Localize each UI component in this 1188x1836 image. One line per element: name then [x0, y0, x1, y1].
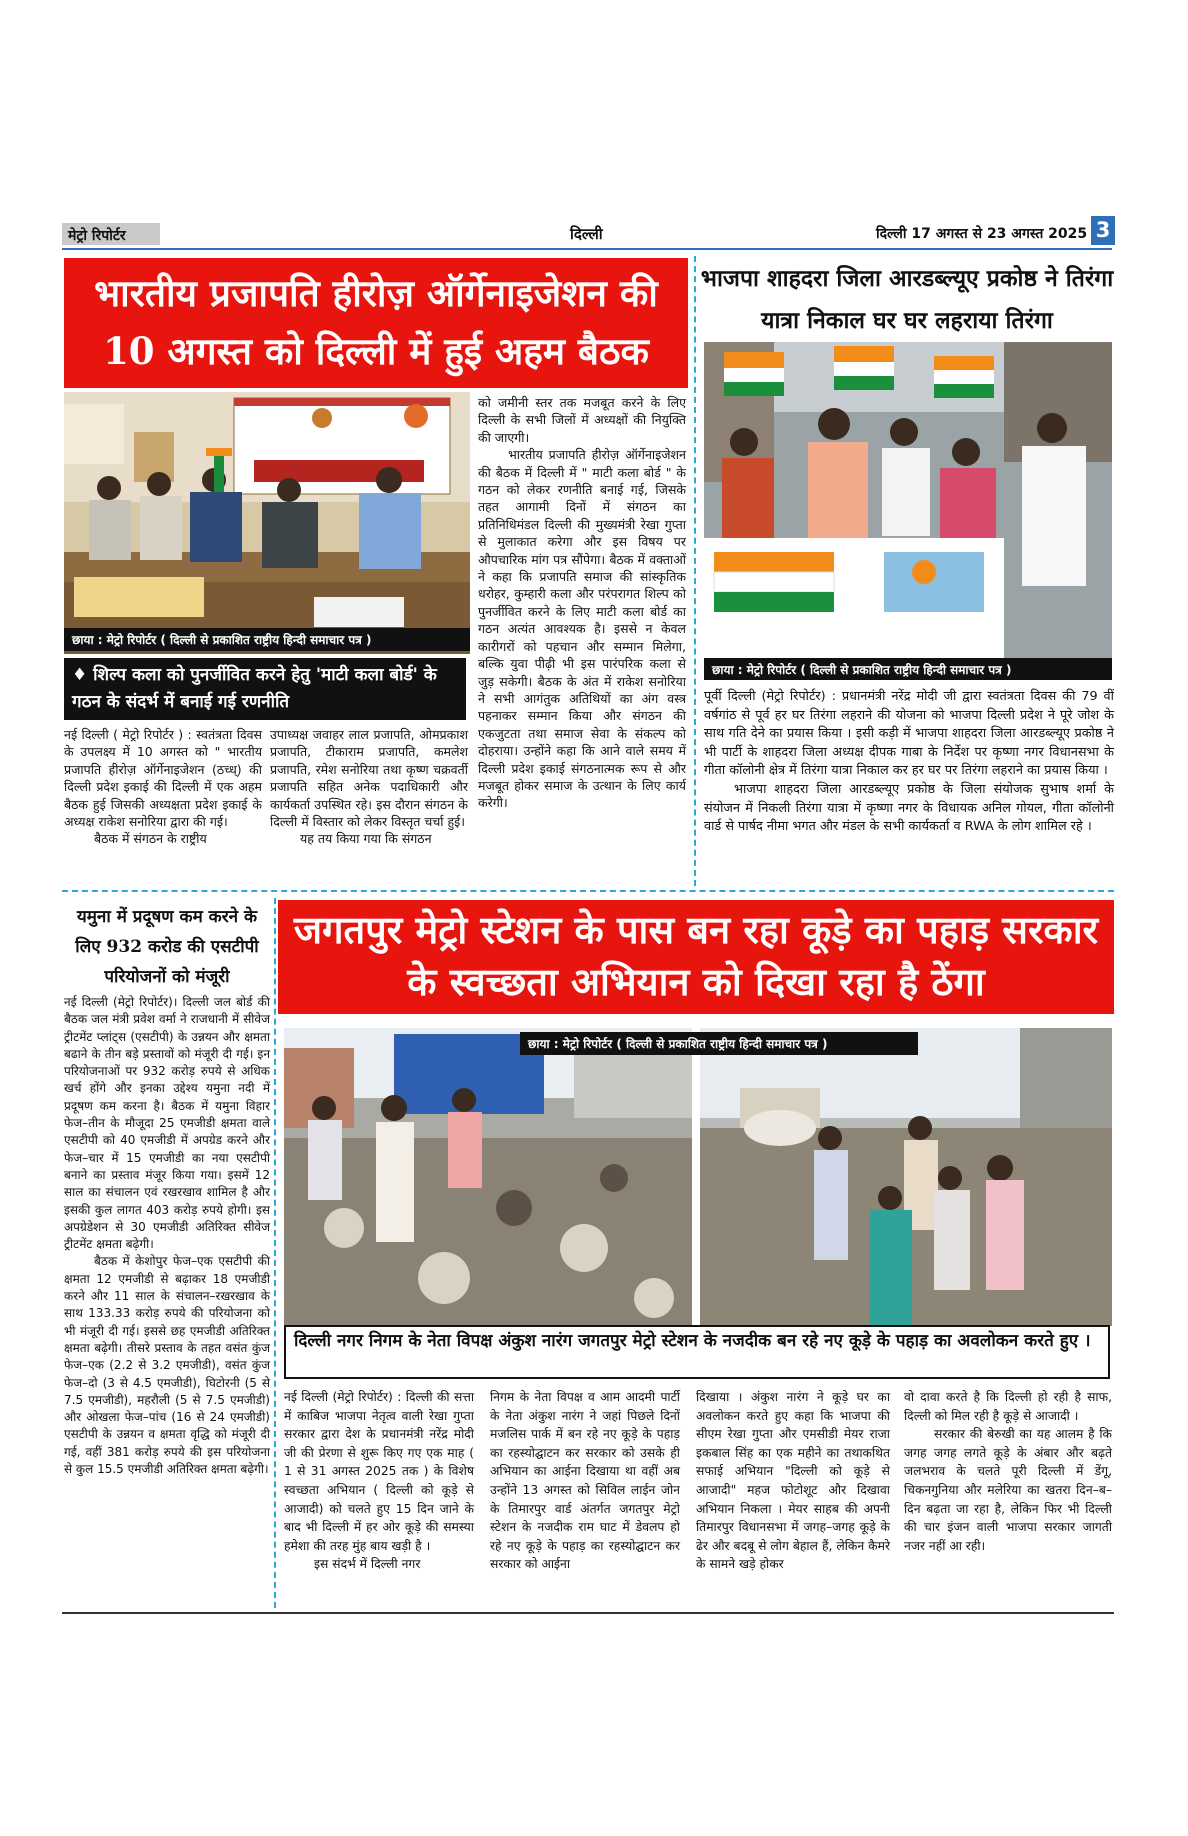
- issue-date: दिल्ली 17 अगस्त से 23 अगस्त 2025: [876, 226, 1088, 242]
- photo-caption: छाया : मेट्रो रिपोर्टर ( दिल्ली से प्रकाशित राष्ट्रीय हिन्दी समाचार पत्र ): [520, 1032, 918, 1055]
- meeting-photo: [64, 392, 470, 654]
- story4-photo-caption: दिल्ली नगर निगम के नेता विपक्ष अंकुश नारंग जगतपुर मेट्रो स्टेशन के नजदीक बन रहे नए कूड़े के पहाड़ का अवलोकन करते हुए ।: [284, 1325, 1110, 1379]
- story2-para-1: पूर्वी दिल्ली (मेट्रो रिपोर्टर) : प्रधानमंत्री नरेंद्र मोदी जी द्वारा स्वतंत्रता दिवस की 79 वीं वर्षगांठ से पूर्व हर घर तिरंगा लहराने की योजना को भाजपा दिल्ली प्रदेश ने पूरे जोश के साथ गति देने का प्रयास किया । इसी कड़ी में भाजपा शाहदरा जिला आरडब्ल्यूए प्रकोष्ठ ने भी पार्टी के शाहदरा जिला अध्यक्ष दीपक गाबा के निर्देश पर कृष्णा नगर विधानसभा के गीता कॉलोनी क्षेत्र में तिरंगा यात्रा निकाल कर हर घर पर तिरंगा लहराने का प्रयास किया ।: [704, 689, 1114, 779]
- story1-column-2: [270, 726, 468, 848]
- story4-col1-cont: इस संदर्भ में दिल्ली नगर: [314, 1557, 421, 1572]
- story4-col3-text: दिखाया । अंकुश नारंग ने कूड़े घर का अवलोकन करते हुए कहा कि भाजपा की सीएम रेखा गुप्ता और एमसीडी मेयर राजा इकबाल सिंह का एक महीने का तथाकथित सफाई अभियान "दिल्ली को कूड़े से आजादी" महज फोटोशूट और दिखावा अभियान निकला । मेयर साहब की अपनी तिमारपुर विधानसभा में जगह–जगह कूड़े के ढेर और बदबू से लोग बेहाल हैं, लेकिन कैमरे के सामने खड़े होकर: [696, 1390, 890, 1572]
- story4-col2-text: निगम के नेता विपक्ष व आम आदमी पार्टी के नेता अंकुश नारंग ने जहां पिछले दिनों मजलिस पार्क में बन रहे नए कूड़े के पहाड़ का रहस्योद्घाटन कर सरकार को उसके ही अभियान का आईना दिखाया था वहीं अब उन्होंने 13 अगस्त को सिविल लाईन जोन के तिमारपुर वार्ड अंतर्गत जगतपुर मेट्रो स्टेशन के नजदीक राम घाट में डेवलप हो रहे नए कूड़े के पहाड़ का रहस्योद्घाटन कर सरकार को आईना: [490, 1390, 680, 1572]
- story3-para-2: बैठक में केशोपुर फेज–एक एसटीपी की क्षमता 12 एमजीडी से बढ़ाकर 18 एमजीडी करने और 11 साल के संचालन–रखरखाव के साथ 133.33 करोड़ रुपये की परियोजना को भी मंजूरी दी गई। इससे छह एमजीडी अतिरिक्त क्षमता बढ़ेगी। तीसरे प्रस्ताव के तहत वसंत कुंज फेज–एक (2.2 से 3.2 एमजीडी), वसंत कुंज फेज–दो (3 से 4.5 एमजीडी), घिटोरनी (5 से 7.5 एमजीडी), महरौली (5 से 7.5 एमजीडी) और ओखला फेज–पांच (16 से 24 एमजीडी) एसटीपी के उन्नयन व क्षमता वृद्धि को मंजूरी दी गई, वहीं 381 करोड़ रुपये की इस परियोजना से कुल 15.5 एमजीडी अतिरिक्त क्षमता बढ़ेगी।: [64, 1254, 270, 1477]
- story4-headline: जगतपुर मेट्रो स्टेशन के पास बन रहा कूड़े का पहाड़ सरकार के स्वच्छता अभियान को दिखा रहा है ठेंगा: [278, 900, 1114, 1014]
- garbage-photo-left: [284, 1028, 692, 1326]
- tiranga-yatra-photo: [704, 342, 1112, 680]
- column-divider: [274, 898, 276, 1608]
- story2-body: [704, 688, 1114, 837]
- story1-column-3: [478, 394, 686, 812]
- story1-kicker: ♦ शिल्प कला को पुनर्जीवित करने हेतु 'माटी कला बोर्ड' के गठन के संदर्भ में बनाई गई रणनीति: [64, 658, 466, 720]
- story1-col2-cont: यह तय किया गया कि संगठन: [300, 831, 432, 847]
- story4-column-4: [904, 1388, 1112, 1555]
- story4-column-1: [284, 1388, 474, 1574]
- story2-headline: भाजपा शाहदरा जिला आरडब्ल्यूए प्रकोष्ठ ने तिरंगा यात्रा निकाल घर घर लहराया तिरंगा: [700, 265, 1114, 334]
- section-name: दिल्ली: [570, 225, 603, 243]
- story1-col3-text: को जमीनी स्तर तक मजबूत करने के लिए दिल्ली के सभी जिलों में अध्यक्षों की नियुक्ति की जाएगी।: [478, 395, 686, 445]
- story1-headline: भारतीय प्रजापति हीरोज़ ऑर्गेनाइजेशन की 10 अगस्त को दिल्ली में हुई अहम बैठक: [64, 258, 688, 388]
- story3-body: [64, 994, 270, 1478]
- photo-caption: छाया : मेट्रो रिपोर्टर ( दिल्ली से प्रकाशित राष्ट्रीय हिन्दी समाचार पत्र ): [64, 628, 470, 651]
- page-bottom-rule: [62, 1612, 1114, 1614]
- column-divider: [694, 256, 696, 886]
- story1-col2-text: उपाध्यक्ष जवाहर लाल प्रजापति, ओमप्रकाश प्रजापति, टीकाराम प्रजापति, कमलेश प्रजापति, रमेश सनोरिया तथा कृष्ण चक्रवर्ती प्रजापति सहित अनेक पदाधिकारी और कार्यकर्ता उपस्थित रहे। इस दौरान संगठन के दिल्ली में विस्तार को लेकर विस्तृत चर्चा हुई।: [270, 727, 468, 830]
- folio-rule: [62, 248, 1112, 250]
- story4-col1-text: नई दिल्ली (मेट्रो रिपोर्टर) : दिल्ली की सत्ता में काबिज भाजपा नेतृत्व वाली रेखा गुप्ता सरकार द्वारा देश के प्रधानमंत्री नरेंद्र मोदी जी की प्रेरणा से शुरू किए गए एक माह ( 1 से 31 अगस्त 2025 तक ) के विशेष स्वच्छता अभियान ( दिल्ली को कूड़े से आजादी) को चलते हुए 15 दिन जाने के बाद भी दिल्ली में हर ओर कूड़े की समस्या हमेशा की तरह मुंह बाय खड़ी है ।: [284, 1390, 474, 1553]
- story4-col4-text: वो दावा करते है कि दिल्ली हो रही है साफ, दिल्ली को मिल रही है कूड़े से आजादी ।: [904, 1390, 1112, 1423]
- story1-col1-text: नई दिल्ली ( मेट्रो रिपोर्टर ) : स्वतंत्रता दिवस के उपलक्ष्य में 10 अगस्त को " भारतीय प्रजापति हीरोज़ ऑर्गेनाइजेशन (ठच्ध्) की दिल्ली प्रदेश इकाई की दिल्ली में एक अहम बैठक हुई जिसकी अध्यक्षता प्रदेश इकाई के अध्यक्ष राकेश सनोरिया द्वारा की गई।: [64, 727, 262, 830]
- story3-headline: यमुना में प्रदूषण कम करने के लिए 932 करोड की एसटीपी परियोजनों को मंजूरी: [75, 907, 259, 987]
- story1-col3-cont: भारतीय प्रजापति हीरोज़ ऑर्गेनाइजेशन की बैठक में दिल्ली में " माटी कला बोर्ड " के गठन को लेकर रणनीति बनाई गई, जिसके तहत आगामी दिनों में संगठन का प्रतिनिधिमंडल दिल्ली की मुख्यमंत्री रेखा गुप्ता से मुलाकात करेगा और इस विषय पर औपचारिक मांग पत्र सौंपेगा। बैठक में वक्ताओं ने कहा कि प्रजापति समाज की सांस्कृतिक धरोहर, कुम्हारी कला और परंपरागत शिल्प को पुनर्जीवित करने के लिए माटी कला बोर्ड का गठन अत्यंत आवश्यक है। इससे न केवल कारीगरों को पहचान और सम्मान मिलेगा, बल्कि युवा पीढ़ी भी इस पारंपरिक कला से जुड़ सकेगी। बैठक के अंत में राकेश सनोरिया ने सभी आगंतुक अतिथियों का अंग वस्त्र पहनाकर सम्मान किया और संगठन की एकजुटता तथा समाज सेवा के संकल्प को दोहराया। उन्होंने कहा कि आने वाले समय में दिल्ली प्रदेश इकाई संगठनात्मक रूप से और मजबूत होकर समाज के उत्थान के लिए कार्य करेगी।: [478, 447, 686, 811]
- section-divider: [62, 890, 1114, 892]
- story1-column-1: [64, 726, 262, 848]
- photo-caption: छाया : मेट्रो रिपोर्टर ( दिल्ली से प्रकाशित राष्ट्रीय हिन्दी समाचार पत्र ): [704, 658, 1112, 680]
- story1-col1-cont: बैठक में संगठन के राष्ट्रीय: [94, 831, 207, 847]
- story4-column-3: [696, 1388, 890, 1574]
- paper-name: मेट्रो रिपोर्टर: [62, 223, 160, 245]
- page-number: 3: [1091, 216, 1115, 245]
- story2-para-2: भाजपा शाहदरा जिला आरडब्ल्यूए प्रकोष्ठ के जिला संयोजक सुभाष शर्मा के संयोजन में निकली तिरंगा यात्रा में कृष्णा नगर के विधायक अनिल गोयल, गीता कॉलोनी वार्ड से पार्षद नीमा भगत और मंडल के सभी कार्यकर्ता व RWA के लोग शामिल रहे ।: [704, 781, 1114, 835]
- story3-para-1: नई दिल्ली (मेट्रो रिपोर्टर)। दिल्ली जल बोर्ड की बैठक जल मंत्री प्रवेश वर्मा ने राजधानी में सीवेज ट्रीटमेंट प्लांट्स (एसटीपी) के उन्नयन और क्षमता बढाने के तीन बड़े प्रस्तावों को मंजूरी दी गई। इन परियोजनाओं पर 932 करोड़ रुपये से अधिक खर्च होंगे और इनका उद्देश्य यमुना नदी में प्रदूषण कम करना है। बैठक में यमुना विहार फेज–तीन के मौजूदा 25 एमजीडी क्षमता वाले एसटीपी को 40 एमजीडी में अपग्रेड करने और फेज–चार में 15 एमजीडी का नया एसटीपी बनाने का प्रस्ताव मंजूर किया गया। इसमें 12 साल का संचालन एवं रखरखाव शामिल है और इसकी कुल लागत 403 करोड़ रुपये होगी। इस अपग्रेडेशन से 30 एमजीडी अतिरिक्त सीवेज ट्रीटमेंट क्षमता बढ़ेगी।: [64, 995, 270, 1252]
- garbage-photo-right: [700, 1028, 1112, 1326]
- story4-col4-cont: सरकार की बेरुखी का यह आलम है कि जगह जगह लगते कूड़े के अंबार और बढ़ते जलभराव के चलते पूरी दिल्ली में डेंगू, चिकनगुनिया और मलेरिया का खतरा दिन–ब–दिन बढ़ता जा रहा है, लेकिन फिर भी दिल्ली की चार इंजन वाली भाजपा सरकार जागती नजर नहीं आ रही।: [904, 1427, 1112, 1553]
- story4-column-2: [490, 1388, 680, 1574]
